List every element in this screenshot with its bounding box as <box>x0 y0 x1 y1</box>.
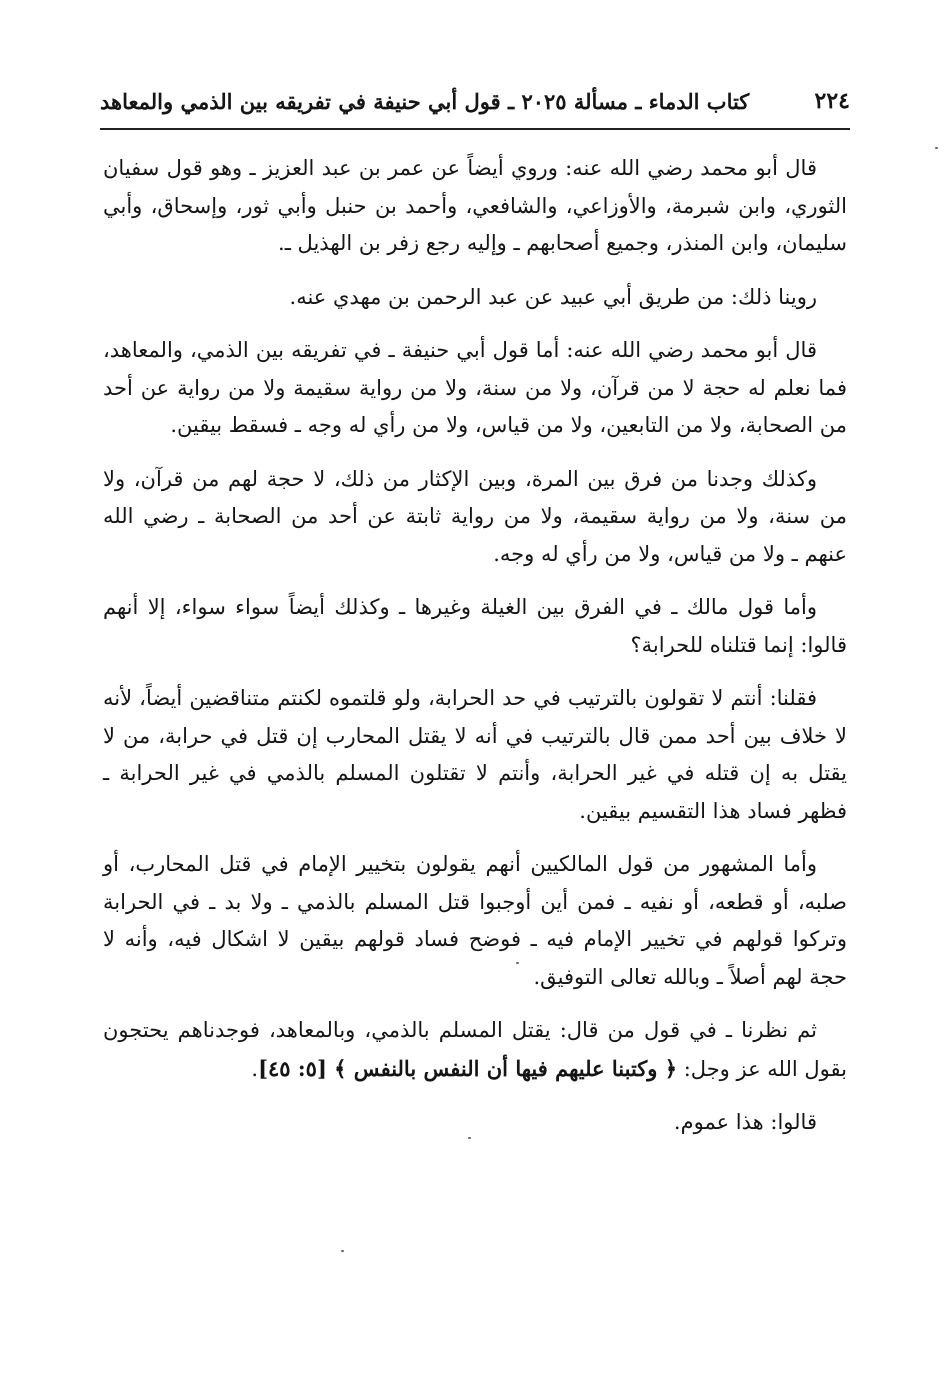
paragraph: قالوا: هذا عموم. <box>673 1110 817 1134</box>
scan-speck <box>516 962 519 964</box>
paragraph: قال أبو محمد رضي الله عنه: وروي أيضاً عن عمر بن عبد العزيز ـ وهو قول سفيان الثوري، وابن شبرمة، والأوزاعي، والشافعي، وأحمد بن حنبل وأبي ثور، وإسحاق، وأبي سليمان، وابن المنذر، وجميع أصحابهم ـ وإليه رجع زفر بن الهذيل ـ. <box>103 156 847 255</box>
paragraph-with-quran-quote <box>103 1012 847 1088</box>
paragraph: وأما قول مالك ـ في الفرق بين الغيلة وغيرها ـ وكذلك أيضاً سواء سواء، إلا أنهم قالوا: إنما قتلناه للحرابة؟ <box>103 595 847 657</box>
paragraph-text: ثم نظرنا ـ في قول من قال: يقتل المسلم بالذمي، وبالمعاهد، فوجدناهم يحتجون بقول الله عز وجل: <box>103 1018 847 1081</box>
paragraph: وأما المشهور من قول المالكيين أنهم يقولون بتخيير الإمام في قتل المحارب، أو صلبه، أو قطعه، أو نفيه ـ فمن أين أوجبوا قتل المسلم بالذمي ـ ولا بد ـ في الحرابة وتركوا قولهم في تخيير الإمام فيه ـ فوضح فساد قولهم بيقين لا اشكال فيه، وأنه لا حجة لهم أصلاً ـ وبالله تعالى التوفيق. <box>103 852 847 989</box>
scan-speck <box>468 1137 471 1139</box>
paragraph: روينا ذلك: من طريق أبي عبيد عن عبد الرحمن بن مهدي عنه. <box>289 284 817 309</box>
header-rule <box>100 128 850 130</box>
paragraph: قال أبو محمد رضي الله عنه: أما قول أبي حنيفة ـ في تفريقه بين الذمي، والمعاهد، فما نعلم له حجة لا من قرآن، ولا من سنة، ولا من رواية سقيمة ولا من رواية عن أحد من الصحابة، ولا من التابعين، ولا من قياس، ولا من رأي له وجه ـ فسقط بيقين. <box>103 338 847 437</box>
paragraph: وكذلك وجدنا من فرق بين المرة، وبين الإكثار من ذلك، لا حجة لهم من قرآن، ولا من سنة، ولا من رواية سقيمة، ولا من رواية ثابتة عن أحد من الصحابة ـ رضي الله عنهم ـ ولا من قياس، ولا من رأي له وجه. <box>103 466 847 566</box>
paragraph-text: . <box>251 1056 259 1081</box>
scan-speck <box>935 147 938 149</box>
paragraph: فقلنا: أنتم لا تقولون بالترتيب في حد الحرابة، ولو قلتموه لكنتم متناقضين أيضاً، لأنه لا خلاف بين أحد ممن قال بالترتيب في أنه لا يقتل المحارب إن قتل في حرابة، من لا يقتل به إن قتله في غير الحرابة، وأنتم لا تقتلون المسلم بالذمي في غير الحرابة ـ فظهر فساد هذا التقسيم بيقين. <box>103 686 847 823</box>
page-number: ٢٢٤ <box>814 88 850 114</box>
quran-quote: ﴿ وكتبنا عليهم فيها أن النفس بالنفس ﴾ [٥: ٤٥] <box>258 1055 678 1081</box>
page-body <box>103 150 847 1158</box>
scan-speck <box>341 1250 344 1252</box>
page-header <box>100 78 850 124</box>
running-title: كتاب الدماء ـ مسألة ٢٠٢٥ ـ قول أبي حنيفة في تفريقه بين الذمي والمعاهد <box>100 88 750 114</box>
